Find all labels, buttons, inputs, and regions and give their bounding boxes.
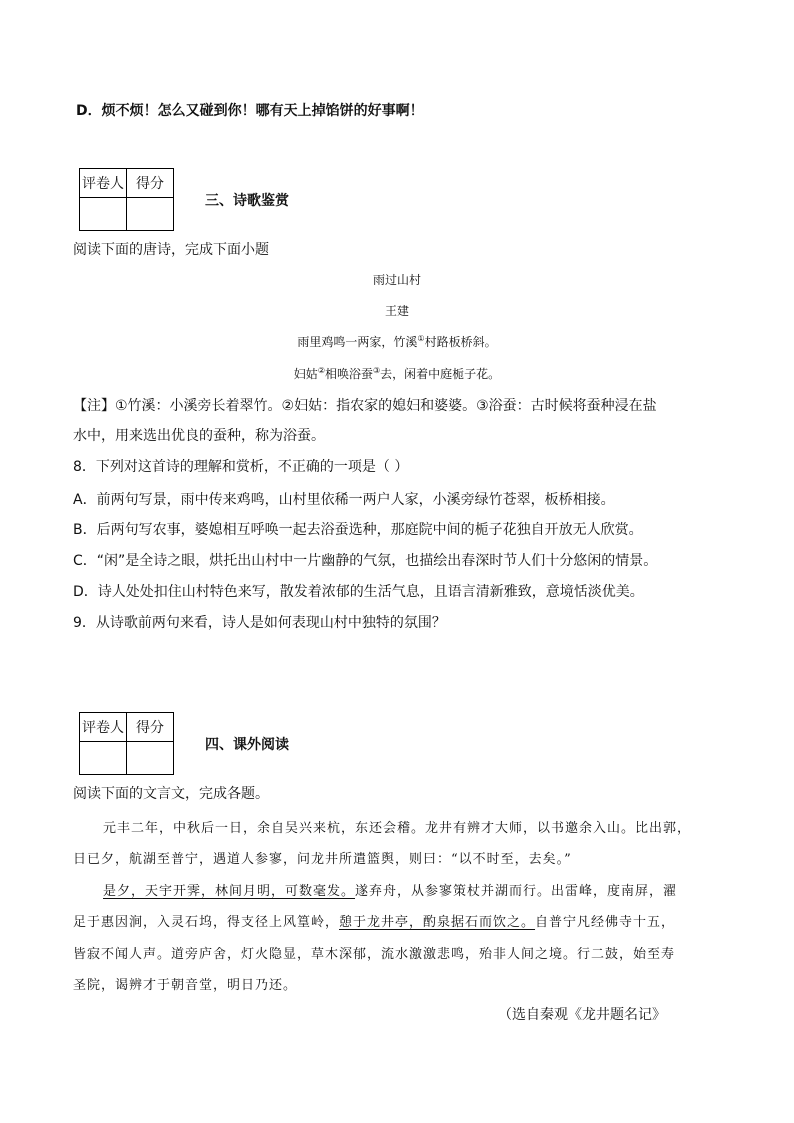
- section4-instruction: 阅读下面的文言文，完成各题。: [73, 786, 269, 802]
- poem-line-2-b: 相唤浴蚕: [324, 367, 373, 381]
- reviewer-label: 评卷人: [80, 169, 127, 198]
- poem-line-1: [0, 333, 794, 350]
- question-8-option-a[interactable]: A．前两句写景，雨中传来鸡鸣，山村里依稀一两户人家，小溪旁绿竹苍翠，板桥相接。: [73, 492, 615, 508]
- passage-p2-line3: 皆寂不闻人声。道旁庐舍，灯火隐显，草木深郁，流水激激悲鸣，殆非人间之境。行二鼓，始至寿: [73, 947, 676, 962]
- section3-instruction: 阅读下面的唐诗，完成下面小题: [73, 242, 269, 258]
- score-label: 得分: [127, 713, 174, 742]
- section4-title: 四、课外阅读: [205, 737, 289, 753]
- note-line-1: 【注】①竹溪：小溪旁长着翠竹。②妇姑：指农家的媳妇和婆婆。③浴蚕：古时候将蚕种浸在盐: [73, 398, 657, 414]
- note-mark-1: ①: [417, 334, 425, 343]
- poem-title: 雨过山村: [372, 273, 421, 287]
- passage-source: （选自秦观《龙井题名记》: [498, 1007, 666, 1023]
- poem-line-2-a: 妇姑: [293, 367, 318, 381]
- question-8-option-d[interactable]: D．诗人处处扣住山村特色来写，散发着浓郁的生活气息，且语言清新雅致，意境恬淡优美。: [73, 584, 644, 600]
- poem-line-2: [0, 365, 794, 382]
- poem-line-2-c: 去，闲着中庭栀子花。: [380, 367, 501, 381]
- passage-p2-line1-rest: 遂弃舟，从参寥策杖并湖而行。出雷峰，度南屏，濯: [355, 884, 678, 899]
- passage-p2-line1: [103, 880, 677, 899]
- passage-p2-line2-a: 足于惠因涧，入灵石坞，得支径上风篁岭，: [73, 915, 340, 930]
- question-9: 9．从诗歌前两句来看，诗人是如何表现山村中独特的氛围？: [73, 615, 446, 631]
- note-line-2: 水中，用来选出优良的蚕种，称为浴蚕。: [73, 428, 325, 444]
- poem-line-1-b: 村路板桥斜。: [424, 335, 497, 349]
- passage-p2-line2-b: 自普宁凡经佛寺十五，: [535, 915, 676, 930]
- underlined-sentence-2: 憩于龙井亭，酌泉据石而饮之。: [339, 915, 536, 930]
- passage-p1-line1: 元丰二年，中秋后一日，余自吴兴来杭，东还会稽。龙井有辨才大师，以书邀余入山。比出郭，: [103, 821, 692, 836]
- poem-line-1-a: 雨里鸡鸣一两家，竹溪: [297, 335, 418, 349]
- note-mark-3: ③: [373, 366, 381, 375]
- score-table-section4: [79, 712, 174, 775]
- reviewer-cell[interactable]: [80, 198, 127, 231]
- score-table-section3: [79, 168, 174, 231]
- option-d-previous-question: D．烦不烦！怎么又碰到你！哪有天上掉馅饼的好事啊！: [76, 103, 424, 119]
- section3-title: 三、诗歌鉴赏: [205, 193, 289, 209]
- underlined-sentence-1: 是夕，天宇开霁，林间月明，可数毫发。: [103, 884, 356, 899]
- reviewer-label: 评卷人: [80, 713, 127, 742]
- question-8-option-c[interactable]: C．“闲”是全诗之眼，烘托出山村中一片幽静的气氛，也描绘出春深时节人们十分悠闲的情景。: [73, 553, 658, 569]
- score-cell[interactable]: [127, 198, 174, 231]
- passage-p2-line2: [73, 911, 675, 930]
- passage-p2-line4: 圣院，谒辨才于朝音堂，明日乃还。: [73, 978, 298, 993]
- score-label: 得分: [127, 169, 174, 198]
- question-8-option-b[interactable]: B．后两句写农事，婆媳相互呼唤一起去浴蚕选种，那庭院中间的栀子花独自开放无人欣赏。: [73, 522, 643, 538]
- note-mark-2: ②: [317, 366, 325, 375]
- reviewer-cell[interactable]: [80, 742, 127, 775]
- score-cell[interactable]: [127, 742, 174, 775]
- passage-p1-line2: 日已夕，航湖至普宁，遇道人参寥，问龙井所遣篮舆，则曰：“以不时至，去矣。”: [73, 852, 572, 867]
- question-8: 8．下列对这首诗的理解和赏析，不正确的一项是（ ）: [73, 459, 409, 475]
- poem-author: 王建: [384, 304, 409, 318]
